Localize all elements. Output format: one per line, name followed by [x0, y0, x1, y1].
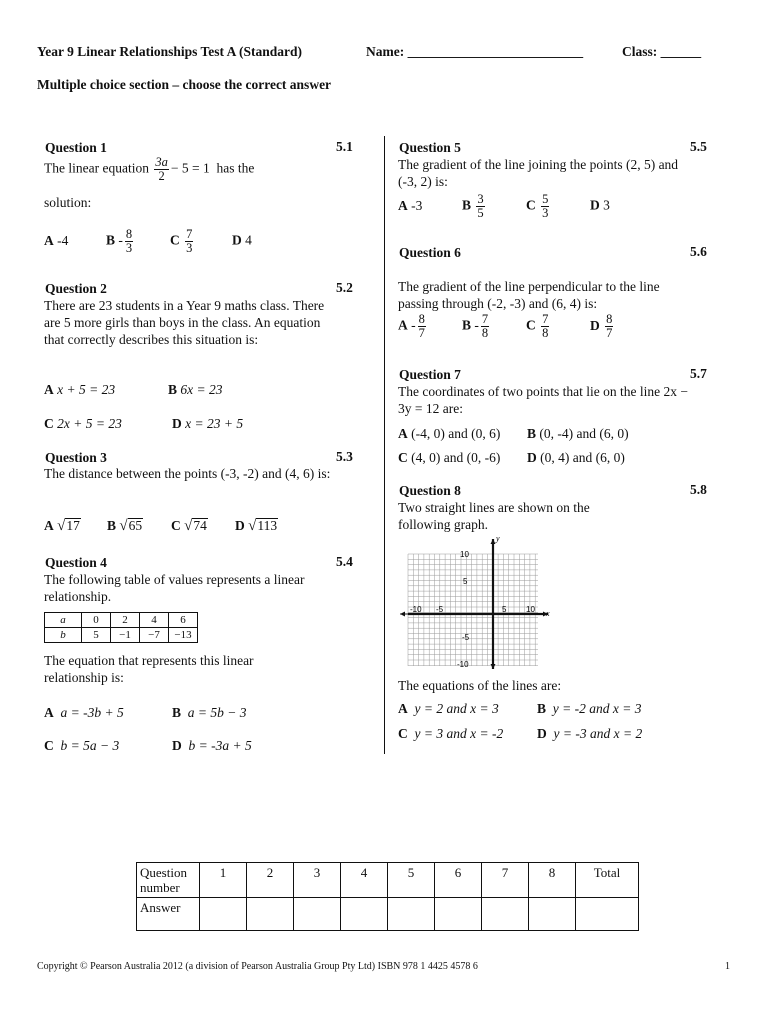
q5-title: Question 5: [399, 140, 461, 155]
q6-options: A - $\frac{8}{7}$ B - $\frac{7}{8}$ C $\frac{7}{8}$ D $\frac{8}{7}$: [398, 312, 613, 340]
y-axis-label: y: [496, 536, 500, 543]
table-row: a 0 2 4 6: [45, 613, 198, 628]
q8-option-b: B y = -2 and x = 3: [537, 701, 642, 716]
class-field-label: Class: ______: [622, 44, 702, 59]
answer-cell[interactable]: [200, 898, 247, 931]
answer-table: [136, 862, 639, 931]
q1-ref: 5.1: [336, 139, 353, 154]
x-tick-label: 5: [502, 605, 507, 614]
answer-cell[interactable]: [529, 898, 576, 931]
q6-ref: 5.6: [690, 244, 707, 259]
q5-options: A -3 B $\frac{3}{5}$ C $\frac{5}{3}$ D 3: [398, 192, 610, 220]
q4-statement: The following table of values represents a linear relationship.: [44, 572, 305, 604]
q3-title: Question 3: [45, 450, 107, 465]
q7-option-d: D (0, 4) and (6, 0): [527, 450, 625, 465]
y-tick-label: -10: [457, 660, 469, 669]
name-field-label: Name: __________________________: [366, 44, 584, 59]
q3-options: A √17 B √65 C √74 D √113: [44, 518, 278, 534]
q4-statement-2: The equation that represents this linear relationship is:: [44, 653, 254, 685]
answer-label: Answer: [137, 898, 200, 931]
answer-cell[interactable]: [482, 898, 529, 931]
q1-statement-cont: solution:: [44, 195, 92, 210]
graph-grid: [408, 554, 538, 666]
q8-title: Question 8: [399, 483, 461, 498]
q8-statement: Two straight lines are shown on the following graph.: [398, 500, 590, 532]
x-tick-label: 10: [526, 605, 535, 614]
test-title: Year 9 Linear Relationships Test A (Standard): [37, 44, 303, 59]
q2-statement: There are 23 students in a Year 9 maths class. There are 5 more girls than boys in the class. An equation that correctly describes this situation is:: [44, 298, 325, 347]
x-tick-label: -10: [410, 605, 422, 614]
x-axis-arrow-left: [400, 612, 405, 617]
answer-cell-total[interactable]: [576, 898, 639, 931]
q8-option-a: A y = 2 and x = 3: [398, 701, 499, 716]
y-tick-label: -5: [462, 633, 470, 642]
q4-option-b: B a = 5b − 3: [172, 705, 247, 720]
q2-ref: 5.2: [336, 280, 353, 295]
q2-title: Question 2: [45, 281, 107, 296]
q7-ref: 5.7: [690, 366, 707, 381]
q8-ref: 5.8: [690, 482, 707, 497]
q1-options: A -4 B - $\frac{8}{3}$ C $\frac{7}{3}$ D 4: [44, 227, 252, 255]
y-tick-label: 5: [463, 577, 468, 586]
answer-cell[interactable]: [435, 898, 482, 931]
answer-cell[interactable]: [341, 898, 388, 931]
answer-cell[interactable]: [388, 898, 435, 931]
q4-values-table: [44, 612, 198, 643]
q3-ref: 5.3: [336, 449, 353, 464]
q2-option-a: A x + 5 = 23: [44, 382, 116, 397]
q7-option-a: A (-4, 0) and (0, 6): [398, 426, 501, 441]
q7-title: Question 7: [399, 367, 461, 382]
q4-title: Question 4: [45, 555, 107, 570]
q4-option-a: A a = -3b + 5: [44, 705, 124, 720]
q7-option-c: C (4, 0) and (0, -6): [398, 450, 501, 465]
q5-statement: The gradient of the line joining the points (2, 5) and (-3, 2) is:: [398, 157, 679, 189]
q7-option-b: B (0, -4) and (6, 0): [527, 426, 629, 441]
table-row: b 5 −1 −7 −13: [45, 628, 198, 643]
q6-title: Question 6: [399, 245, 461, 260]
q4-ref: 5.4: [336, 554, 353, 569]
section-heading: Multiple choice section – choose the correct answer: [37, 77, 332, 92]
q2-option-b: B 6x = 23: [168, 382, 223, 397]
answer-cell[interactable]: [247, 898, 294, 931]
y-tick-label: 10: [460, 550, 469, 559]
table-row: [137, 898, 639, 931]
q8-option-d: D y = -3 and x = 2: [537, 726, 643, 741]
q8-statement-2: The equations of the lines are:: [398, 678, 562, 693]
q6-statement: The gradient of the line perpendicular to the line passing through (-2, -3) and (6, 4) is:: [398, 279, 660, 311]
q3-statement: The distance between the points (-3, -2) and (4, 6) is:: [44, 466, 331, 481]
q2-option-c: C 2x + 5 = 23: [44, 416, 122, 431]
copyright-text: Copyright © Pearson Australia 2012 (a division of Pearson Australia Group Pty Ltd) ISBN 978 1 4425 4578 6: [37, 961, 478, 972]
page-number: 1: [725, 961, 730, 972]
q8-graph: [398, 536, 556, 670]
q7-statement: The coordinates of two points that lie on the line 2x − 3y = 12 are:: [398, 384, 688, 416]
column-divider: [384, 136, 385, 754]
q1-title: Question 1: [45, 140, 107, 155]
x-axis-label: x: [546, 609, 550, 618]
q2-option-d: D x = 23 + 5: [172, 416, 244, 431]
q1-statement: The linear equation $\frac{3a}{2}$ − 5 = 1 has the: [44, 155, 255, 183]
q5-ref: 5.5: [690, 139, 707, 154]
q8-option-c: C y = 3 and x = -2: [398, 726, 504, 741]
question-number-label: Question number: [137, 863, 200, 898]
q4-option-c: C b = 5a − 3: [44, 738, 120, 753]
table-row: Question number 1 2 3 4 5 6 7 8 Total: [137, 863, 639, 898]
x-tick-label: -5: [436, 605, 444, 614]
q4-option-d: D b = -3a + 5: [172, 738, 252, 753]
answer-cell[interactable]: [294, 898, 341, 931]
